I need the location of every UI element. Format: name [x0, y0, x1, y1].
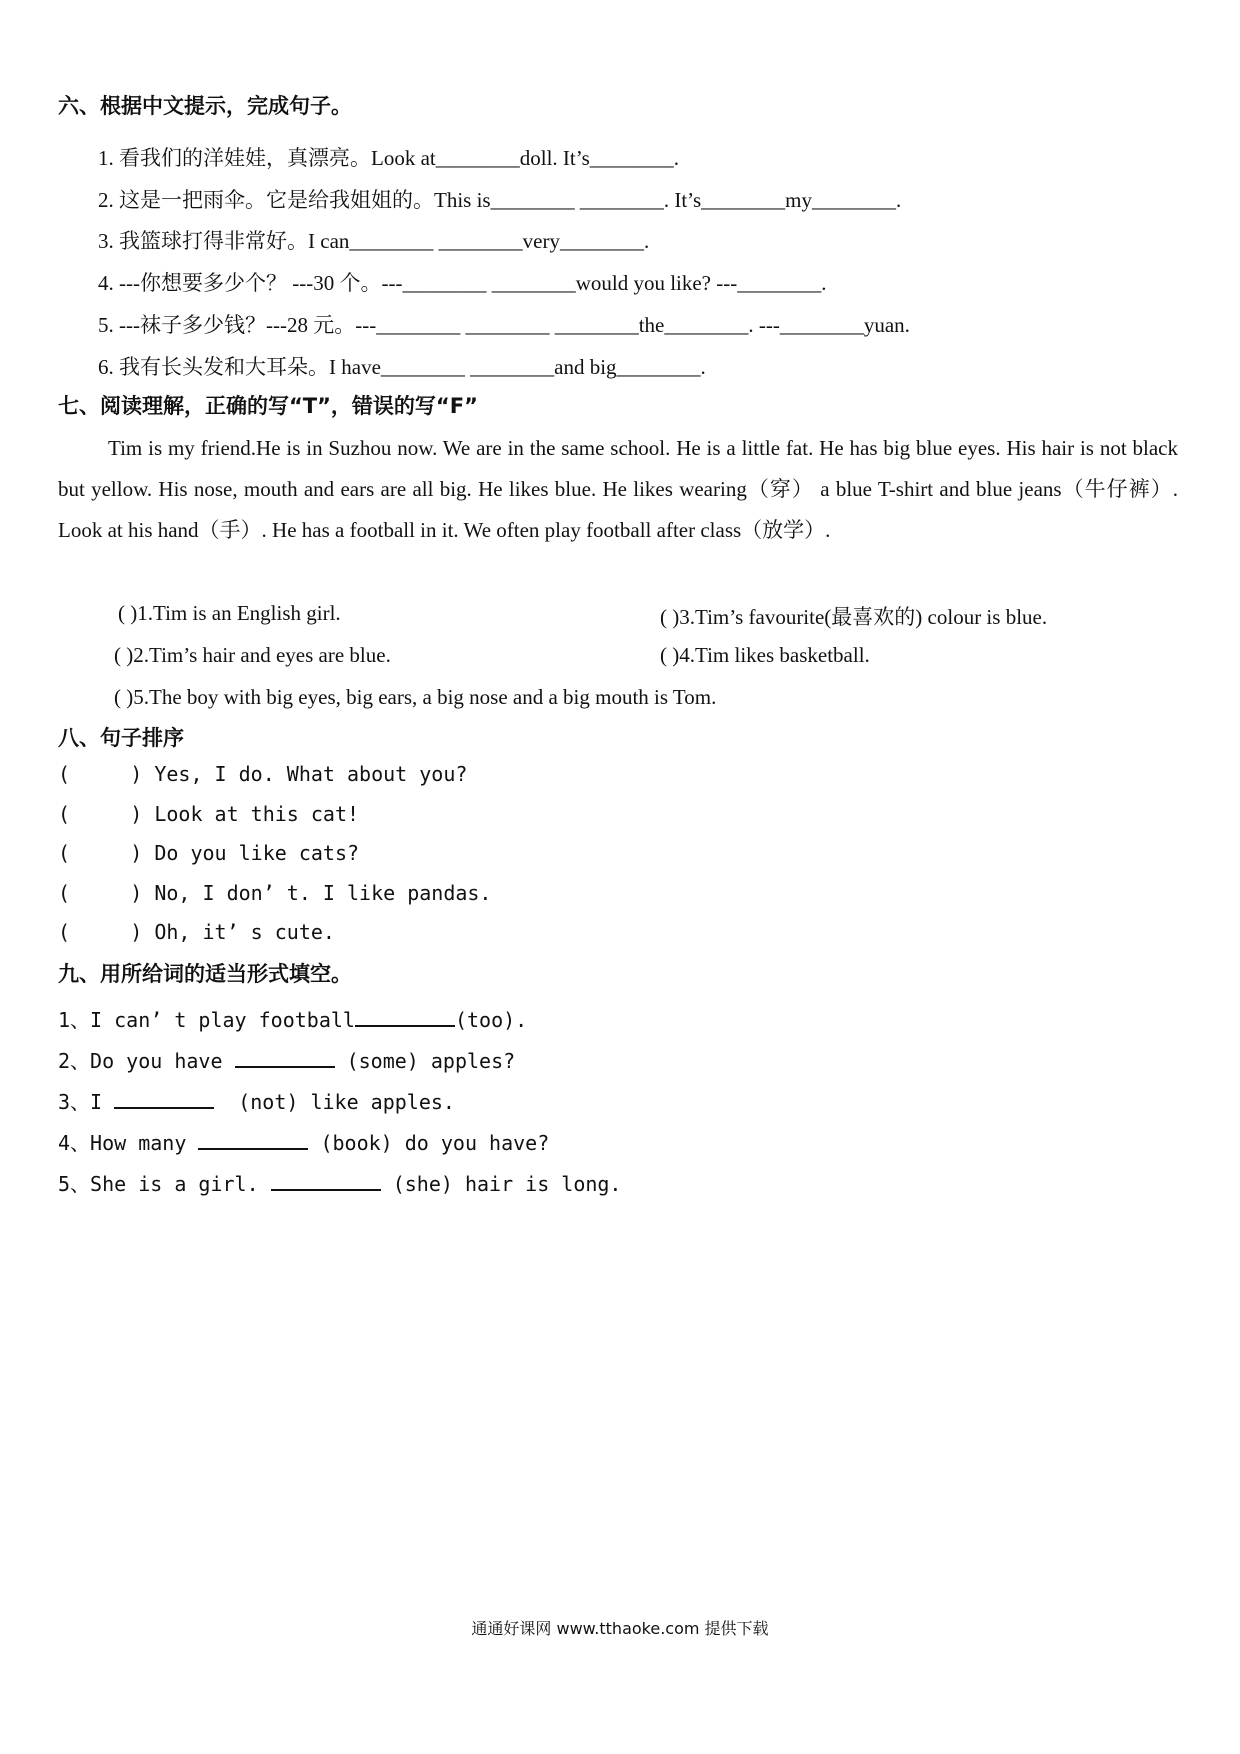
fill-item-3-text: 3、I: [58, 1090, 115, 1114]
fill-item-4: [58, 1127, 549, 1156]
fill-item-1-text: 1、I can’ t play football: [58, 1008, 355, 1032]
fill-item-5: [58, 1168, 621, 1197]
tf-question-3: ( )3.Tim’s favourite(最喜欢的) colour is blue.: [660, 605, 1048, 629]
sec6-item-4: 4. ---你想要多少个？ ---30 个。---________ ________would you like? ---________.: [98, 271, 827, 295]
section-8-title: 八、句子排序: [58, 726, 184, 750]
fill-item-2-text: 2、Do you have: [58, 1049, 235, 1073]
fill-item-4-text: 4、How many: [58, 1131, 199, 1155]
order-sentence-2: ( ) Look at this cat!: [58, 802, 360, 826]
order-sentence-3: ( ) Do you like cats?: [58, 841, 360, 865]
tf-question-2: ( )2.Tim’s hair and eyes are blue.: [114, 643, 391, 667]
fill-item-4-hint: (book) do you have?: [308, 1131, 550, 1155]
order-sentence-5: ( ) Oh, it’ s cute.: [58, 920, 335, 944]
tf-question-5: ( )5.The boy with big eyes, big ears, a big nose and a big mouth is Tom.: [114, 685, 717, 709]
fill-item-2: [58, 1045, 515, 1074]
fill-item-3: [58, 1086, 455, 1115]
section-6-title: 六、根据中文提示，完成句子。: [58, 94, 352, 118]
page-footer: 通通好课网 www.tthaoke.com 提供下载: [471, 1619, 769, 1638]
fill-blank-5[interactable]: [271, 1171, 381, 1191]
tf-question-1: ( )1.Tim is an English girl.: [118, 601, 341, 625]
fill-blank-3[interactable]: [114, 1089, 214, 1109]
fill-item-2-hint: (some) apples?: [334, 1049, 516, 1073]
sec6-item-3: 3. 我篮球打得非常好。I can________ ________very________.: [98, 229, 650, 253]
reading-passage: Tim is my friend.He is in Suzhou now. We are in the same school. He is a little fat. He has big blue eyes. His hair is not black but yellow. His nose, mouth and ears are all big. He likes blue. He likes wearing（穿） a blue T-shirt and blue jeans（牛仔裤）. Look at his hand（手）. He has a football in it. We often play football after class（放学）.: [58, 436, 1178, 542]
fill-item-5-hint: (she) hair is long.: [380, 1172, 622, 1196]
fill-item-3-hint: (not) like apples.: [214, 1090, 455, 1114]
order-sentence-4: ( ) No, I don’ t. I like pandas.: [58, 881, 492, 905]
sec6-item-1: 1. 看我们的洋娃娃，真漂亮。Look at________doll. It’s________.: [98, 146, 679, 170]
section-7-title: 七、阅读理解，正确的写“T”，错误的写“F”: [58, 394, 478, 418]
sec6-item-2: 2. 这是一把雨伞。它是给我姐姐的。This is________ ________. It’s________my________.: [98, 188, 902, 212]
sec6-item-6: 6. 我有长头发和大耳朵。I have________ ________and big________.: [98, 355, 706, 379]
section-9-title: 九、用所给词的适当形式填空。: [58, 962, 352, 986]
fill-item-1: [58, 1004, 527, 1033]
order-sentence-1: ( ) Yes, I do. What about you?: [58, 762, 468, 786]
sec6-item-5: 5. ---袜子多少钱？---28 元。---________ ________ ________the________. ---________yuan.: [98, 313, 910, 337]
fill-blank-4[interactable]: [198, 1130, 308, 1150]
tf-question-4: ( )4.Tim likes basketball.: [660, 643, 870, 667]
fill-blank-1[interactable]: [355, 1007, 455, 1027]
fill-blank-2[interactable]: [235, 1048, 335, 1068]
fill-item-1-hint: (too).: [454, 1008, 528, 1032]
fill-item-5-text: 5、She is a girl.: [58, 1172, 271, 1196]
